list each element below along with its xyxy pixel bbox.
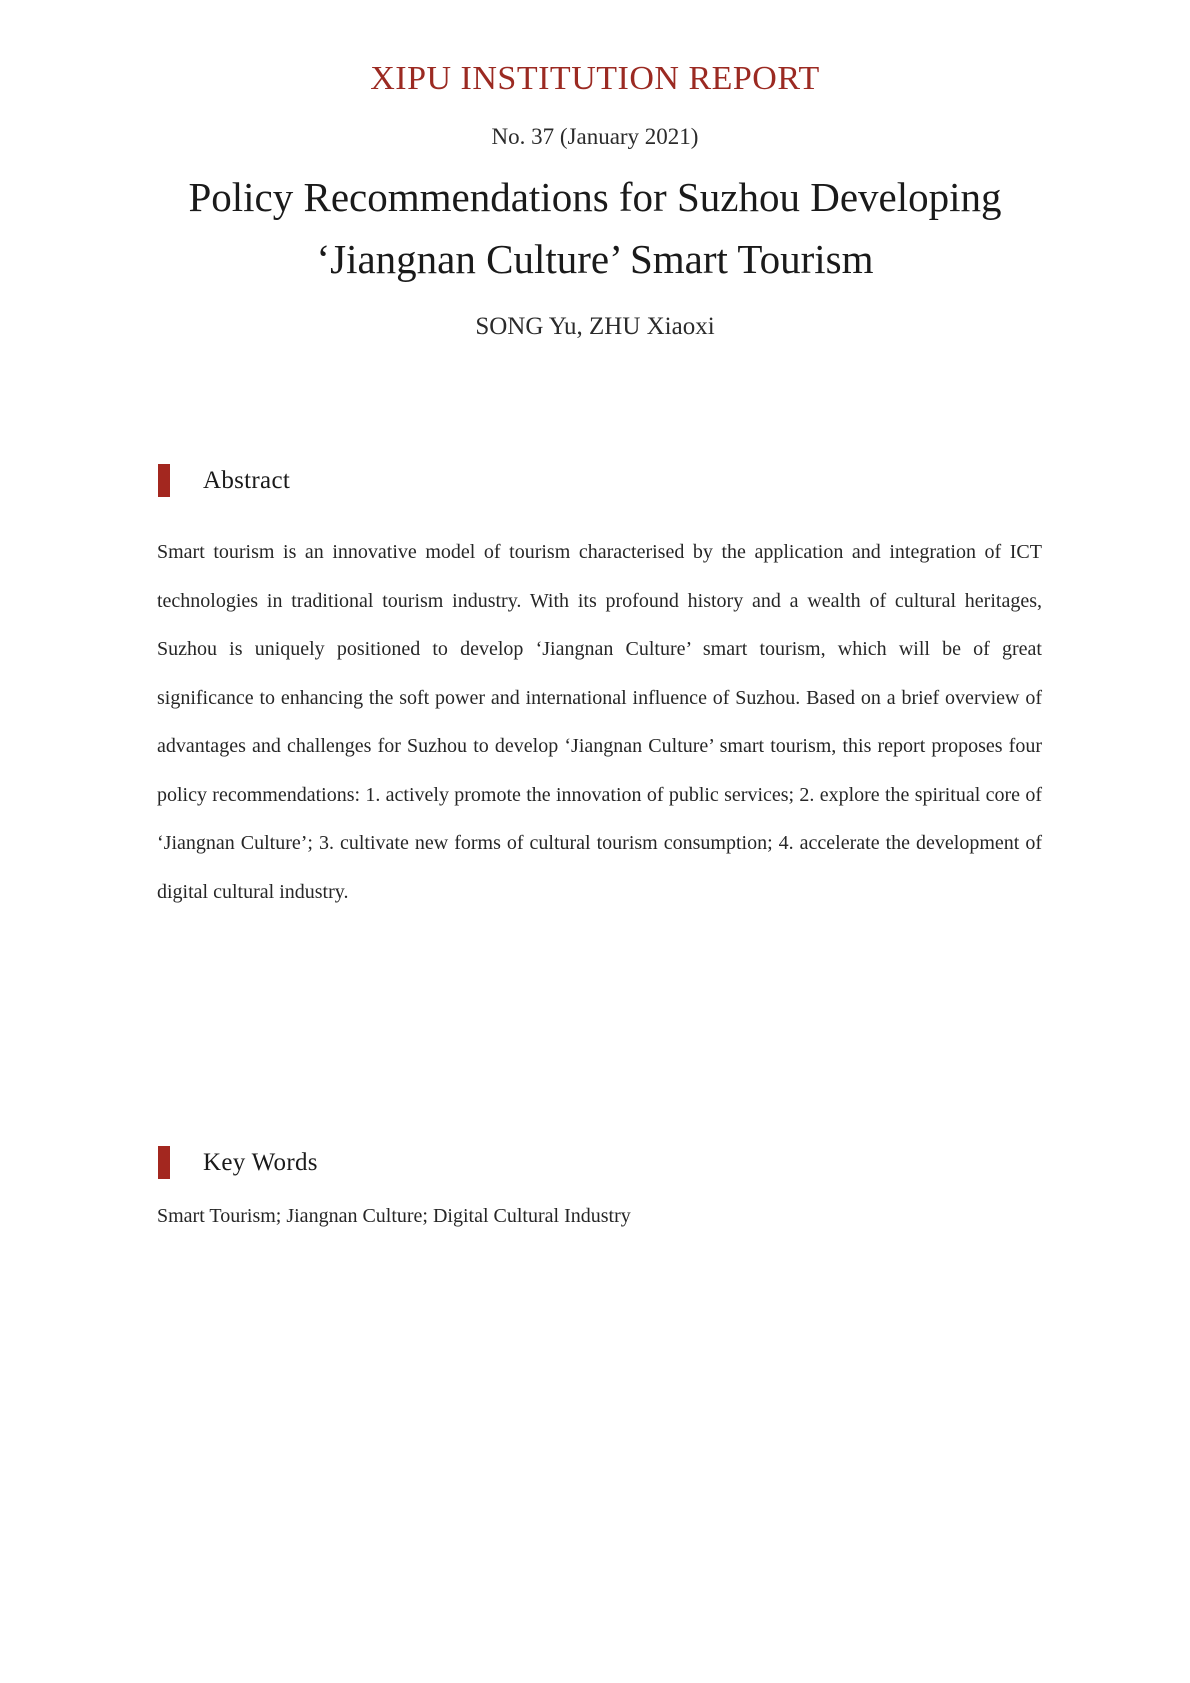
abstract-body: Smart tourism is an innovative model of tourism characterised by the application and integration of ICT technologies in traditional tourism industry. With its profound history and a wealth of cultural heritages, Suzhou is uniquely positioned to develop ‘Jiangnan Culture’ smart tourism, which will be of great significance to enhancing the soft power and international influence of Suzhou. Based on a brief overview of advantages and challenges for Suzhou to develop ‘Jiangnan Culture’ smart tourism, this report proposes four policy recommendations: 1. actively promote the innovation of public services; 2. explore the spiritual core of ‘Jiangnan Culture’; 3. cultivate new forms of cultural tourism consumption; 4. accelerate the development of digital cultural industry. [157,541,1042,903]
issue-number: No. 37 (January 2021) [491,124,699,149]
keywords-heading-label: Key Words [203,1148,318,1176]
abstract-heading-label: Abstract [203,466,291,494]
report-title-line-1: Policy Recommendations for Suzhou Developing [188,174,1002,220]
keywords-body: Smart Tourism; Jiangnan Culture; Digital Cultural Industry [157,1205,631,1227]
section-marker-bar [158,1146,170,1179]
keywords-heading [158,1146,318,1179]
report-title [0,166,1190,290]
report-title-line-2: ‘Jiangnan Culture’ Smart Tourism [316,236,874,282]
abstract-heading [158,464,290,497]
institution-name: XIPU INSTITUTION REPORT [370,60,820,97]
section-marker-bar [158,464,170,497]
authors: SONG Yu, ZHU Xiaoxi [475,313,715,340]
